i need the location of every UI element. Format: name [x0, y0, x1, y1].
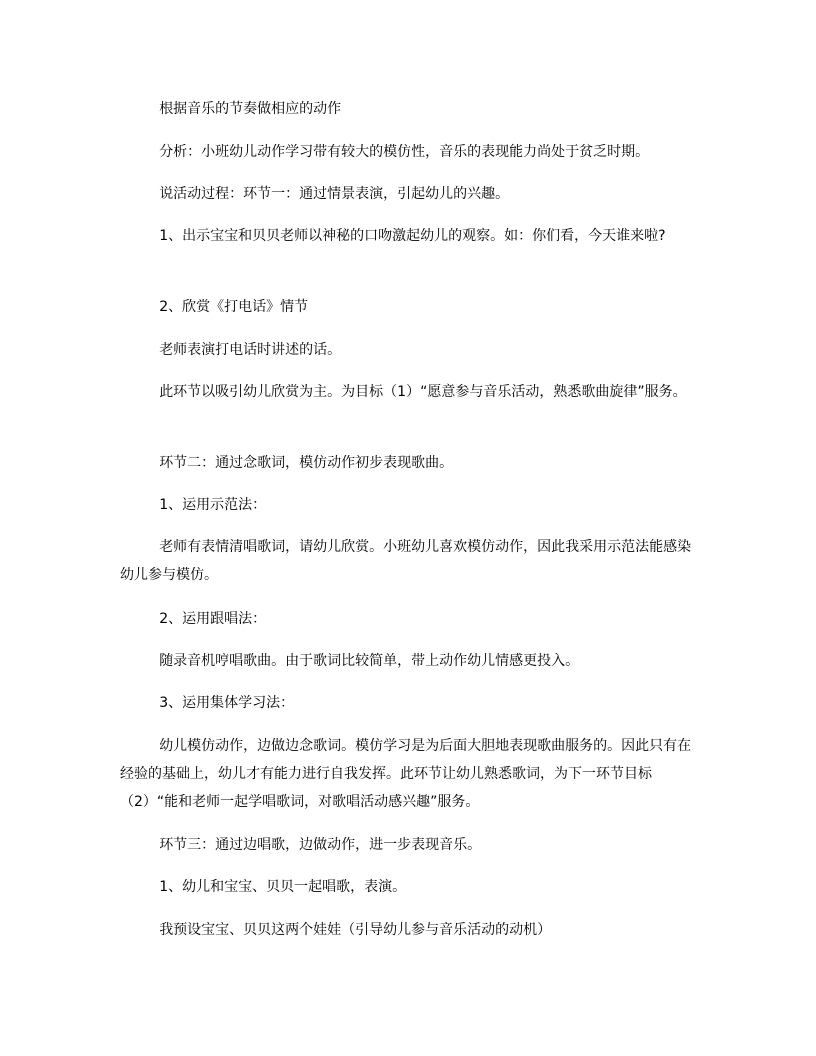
- paragraph-step-2: 2、欣赏《打电话》情节: [159, 299, 309, 315]
- paragraph-demo: 老师有表情清唱歌词，请幼儿欣赏。小班幼儿喜欢模仿动作，因此我采用示范法能感染幼儿参与模仿。: [120, 539, 692, 583]
- paragraph-step-1: 1、出示宝宝和贝贝老师以神秘的口吻激起幼儿的观察。如：你们看，今天谁来啦?: [159, 228, 666, 244]
- paragraph-method-1: 1、运用示范法：: [159, 497, 267, 513]
- paragraph-sing-together: 1、幼儿和宝宝、贝贝一起唱歌，表演。: [159, 879, 407, 895]
- paragraph-method-3: 3、运用集体学习法：: [159, 695, 295, 711]
- paragraph-teacher-act: 老师表演打电话时讲述的话。: [159, 342, 342, 358]
- paragraph-analysis: 分析：小班幼儿动作学习带有较大的模仿性，音乐的表现能力尚处于贫乏时期。: [159, 144, 650, 160]
- paragraph-method-2: 2、运用跟唱法：: [159, 611, 267, 627]
- paragraph-section-3: 环节三：通过边唱歌，边做动作，进一步表现音乐。: [159, 837, 482, 853]
- paragraph-section-2: 环节二：通过念歌词，模仿动作初步表现歌曲。: [159, 455, 454, 471]
- paragraph-process: 说活动过程：环节一：通过情景表演，引起幼儿的兴趣。: [159, 186, 510, 202]
- paragraph-topic: 根据音乐的节奏做相应的动作: [159, 101, 342, 117]
- paragraph-hum: 随录音机哼唱歌曲。由于歌词比较简单，带上动作幼儿情感更投入。: [159, 653, 580, 669]
- paragraph-dolls: 我预设宝宝、贝贝这两个娃娃（引导幼儿参与音乐活动的动机）: [159, 922, 552, 938]
- paragraph-imitate: 幼儿模仿动作，边做边念歌词。模仿学习是为后面大胆地表现歌曲服务的。因此只有在经验的基础上，幼儿才有能力进行自我发挥。此环节让幼儿熟悉歌词，为下一环节目标（2）“能和老师一起学唱歌词，对歌唱活动感兴趣”服务。: [120, 738, 692, 810]
- paragraph-goal-1: 此环节以吸引幼儿欣赏为主。为目标（1）“愿意参与音乐活动，熟悉歌曲旋律”服务。: [159, 384, 687, 400]
